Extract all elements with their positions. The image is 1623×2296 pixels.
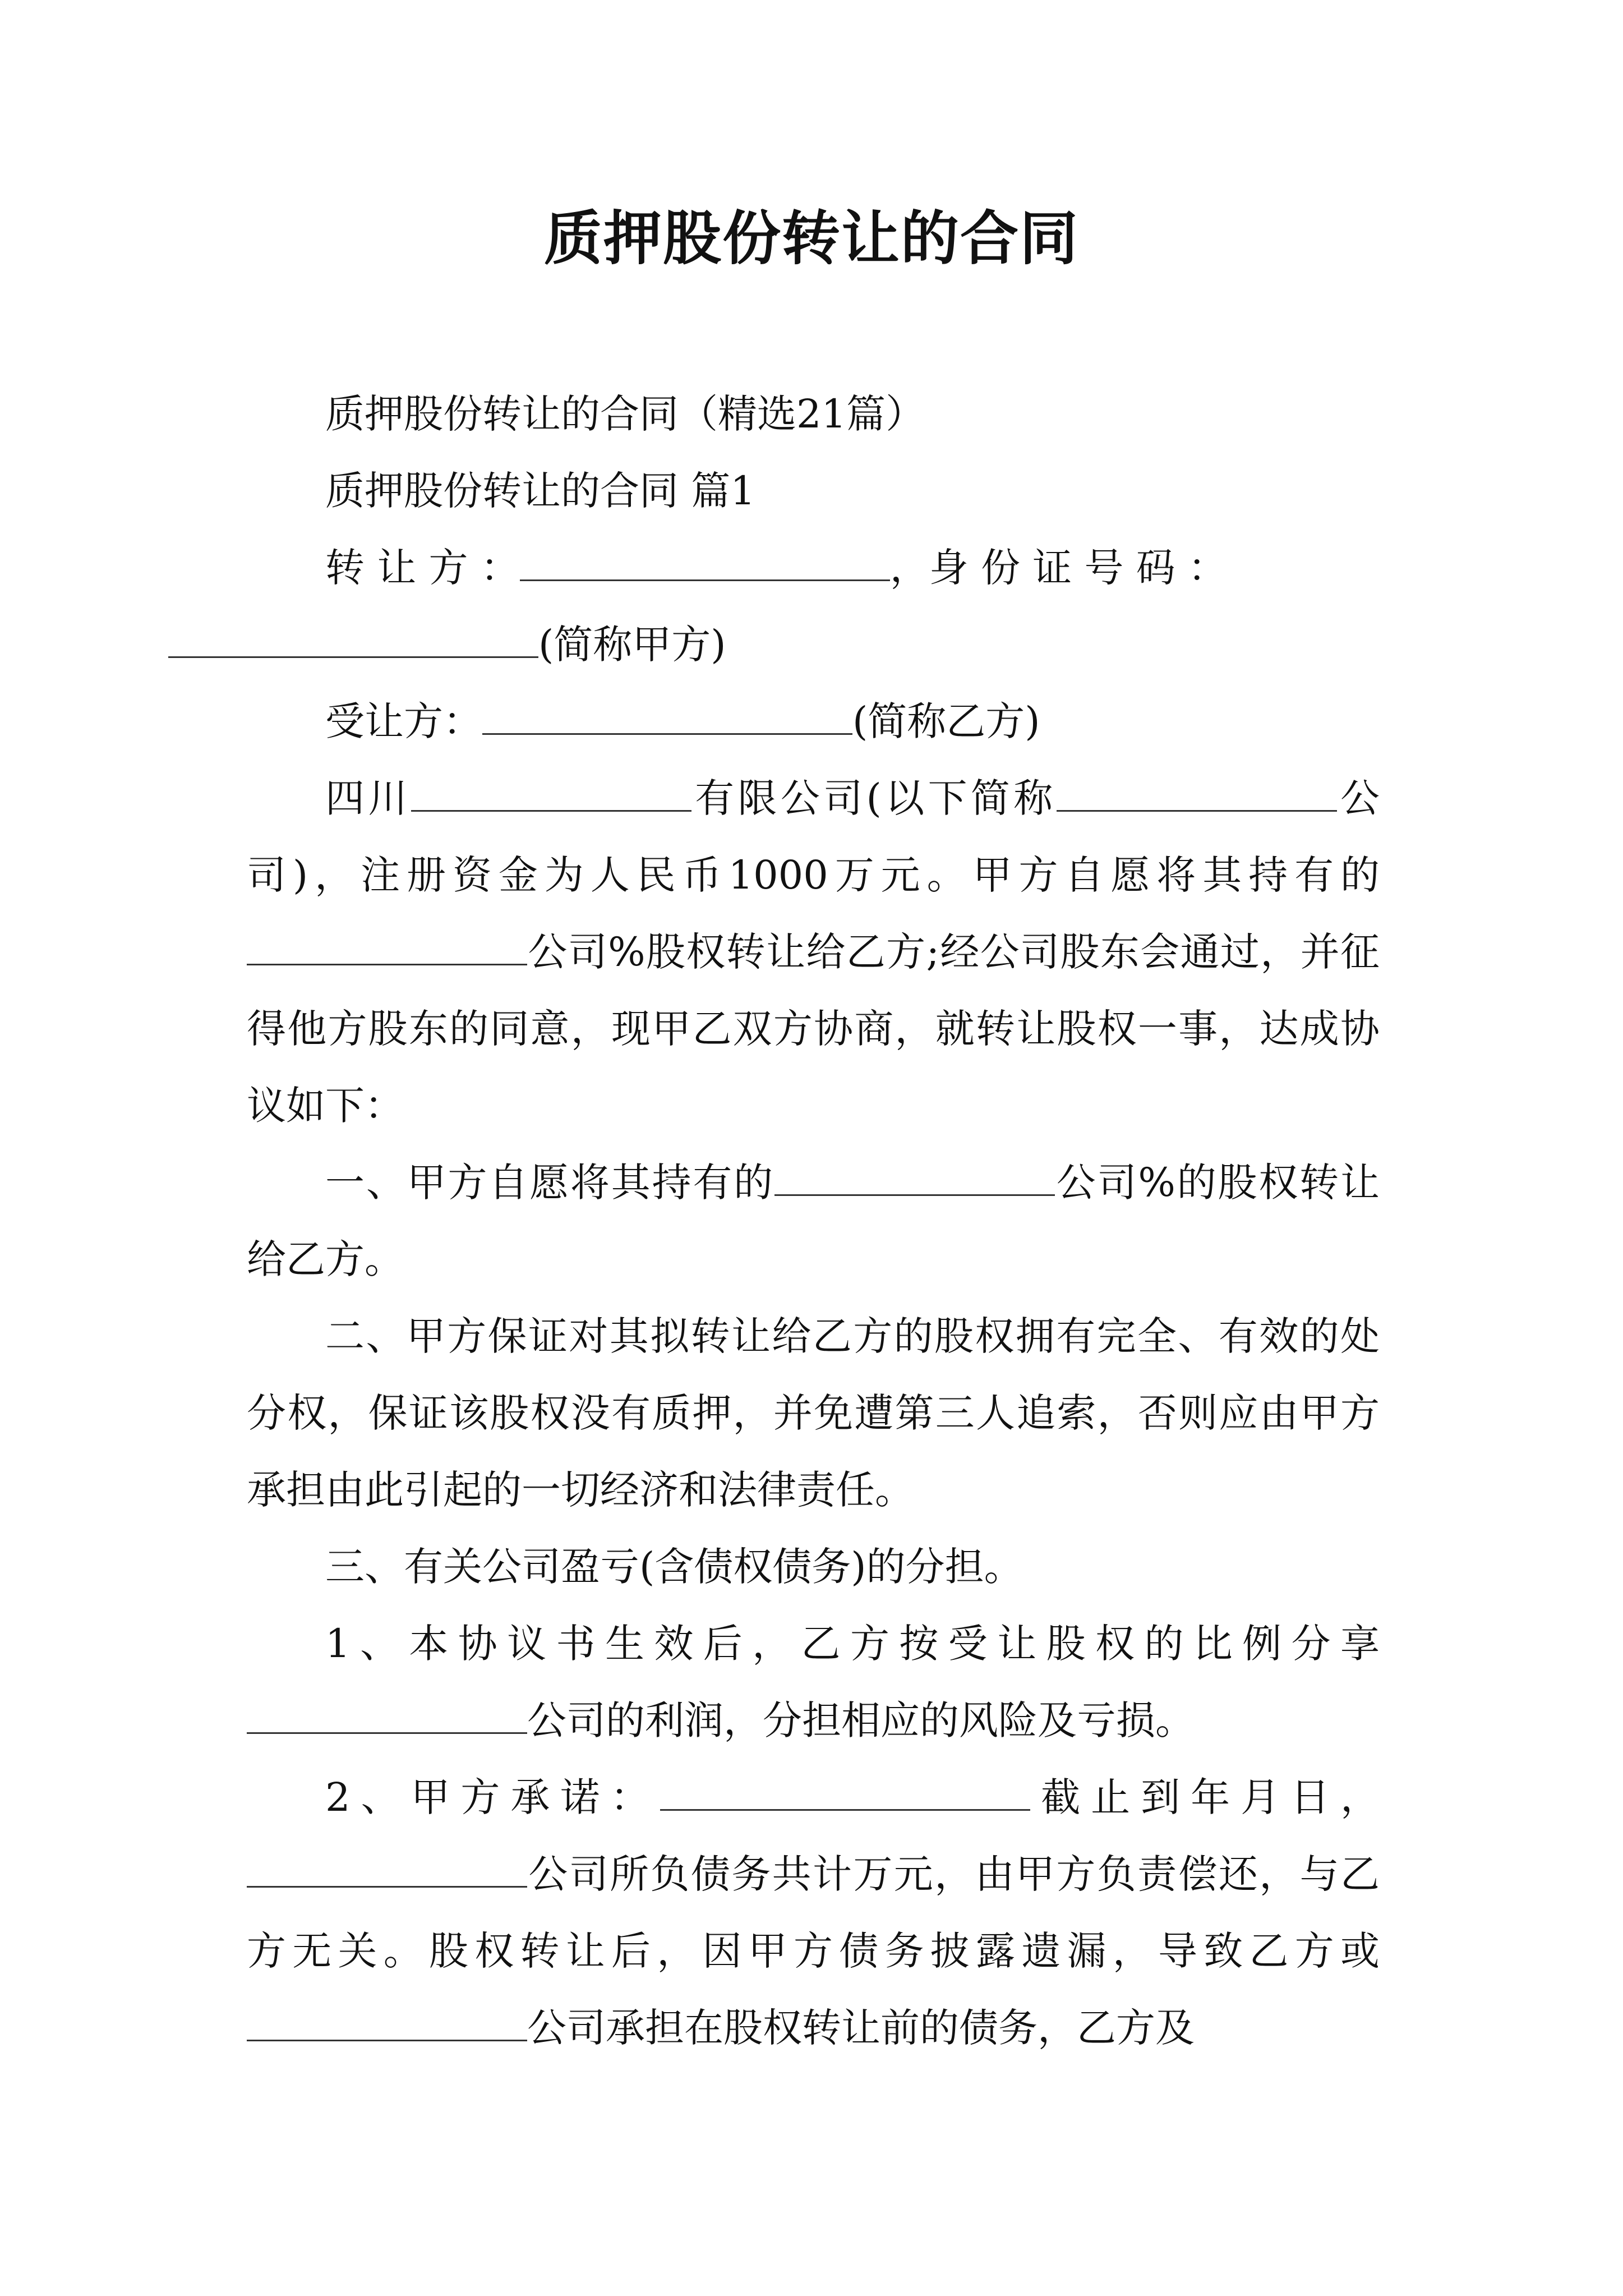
- intro-paragraph: [247, 760, 1380, 1144]
- clause1-part1: 一、甲方自愿将其持有的: [325, 1159, 774, 1205]
- item2-part3: 公司所负债务共计万元，由甲方负责偿还，与乙方无关。股权转让后，因甲方债务披露遗漏，导致乙方或: [247, 1851, 1380, 1974]
- subtitle-text: 质押股份转让的合同（精选21篇）: [325, 391, 925, 437]
- item-2: [247, 1759, 1380, 2067]
- item-1: [247, 1605, 1380, 1759]
- transferor-label: 转 让 方 ：: [325, 545, 520, 591]
- company-short-blank: [1057, 771, 1337, 812]
- intro-part3: 公司)，注册资金为人民币1000万元。甲方自愿将其持有的: [247, 775, 1380, 898]
- transferee-short-name: (简称乙方): [852, 698, 1040, 744]
- item1-part2: 公司的利润，分担相应的风险及亏损。: [527, 1697, 1195, 1743]
- section-heading: [247, 453, 1380, 530]
- intro-company-blank: [247, 924, 527, 965]
- transferee-label: 受让方：: [325, 698, 482, 744]
- clause1-company-blank: [774, 1155, 1055, 1196]
- item2-part4: 公司承担在股权转让前的债务，乙方及: [527, 2005, 1195, 2051]
- transferee-line: [247, 683, 1380, 760]
- clause1-part2: 公司%的股权转让给乙方。: [247, 1159, 1380, 1282]
- intro-part1: 四川: [325, 775, 411, 821]
- transferor-name-blank: [520, 540, 890, 581]
- transferor-line: [247, 530, 1380, 683]
- clause3-text: 三、有关公司盈亏(含债权债务)的分担。: [325, 1544, 1023, 1590]
- document-body: [247, 376, 1380, 2067]
- transferor-id-blank: [168, 617, 538, 658]
- company-name-blank: [411, 771, 691, 812]
- transferor-id-label: ，身 份 证 号 码 ：: [889, 545, 1228, 591]
- transferor-short-name: (简称甲方): [538, 622, 726, 668]
- clause-3: [247, 1529, 1380, 1605]
- item2-part1: 2、甲方承诺：: [325, 1774, 661, 1820]
- item2-company-blank-2: [247, 2000, 527, 2041]
- section-heading-text: 质押股份转让的合同 篇1: [325, 468, 755, 514]
- clause-2: [247, 1298, 1380, 1529]
- document-subtitle: [247, 376, 1380, 453]
- item1-part1: 1、本协议书生效后，乙方按受让股权的比例分享: [325, 1621, 1380, 1667]
- transferee-name-blank: [482, 694, 852, 735]
- intro-part2: 有限公司(以下简称: [691, 775, 1057, 821]
- clause2-text: 二、甲方保证对其拟转让给乙方的股权拥有完全、有效的处分权，保证该股权没有质押，并免遭第三人追索，否则应由甲方承担由此引起的一切经济和法律责任。: [247, 1313, 1380, 1513]
- document-title: 质押股份转让的合同: [543, 204, 1079, 273]
- item1-company-blank: [247, 1693, 527, 1734]
- item2-company-blank: [247, 1847, 527, 1888]
- item2-party-blank: [660, 1770, 1030, 1811]
- intro-part4: 公司%股权转让给乙方;经公司股东会通过，并征得他方股东的同意，现甲乙双方协商，就转让股权一事，达成协议如下：: [247, 929, 1380, 1129]
- clause-1: [247, 1144, 1380, 1298]
- item2-part2: 截止到年月日，: [1030, 1774, 1380, 1820]
